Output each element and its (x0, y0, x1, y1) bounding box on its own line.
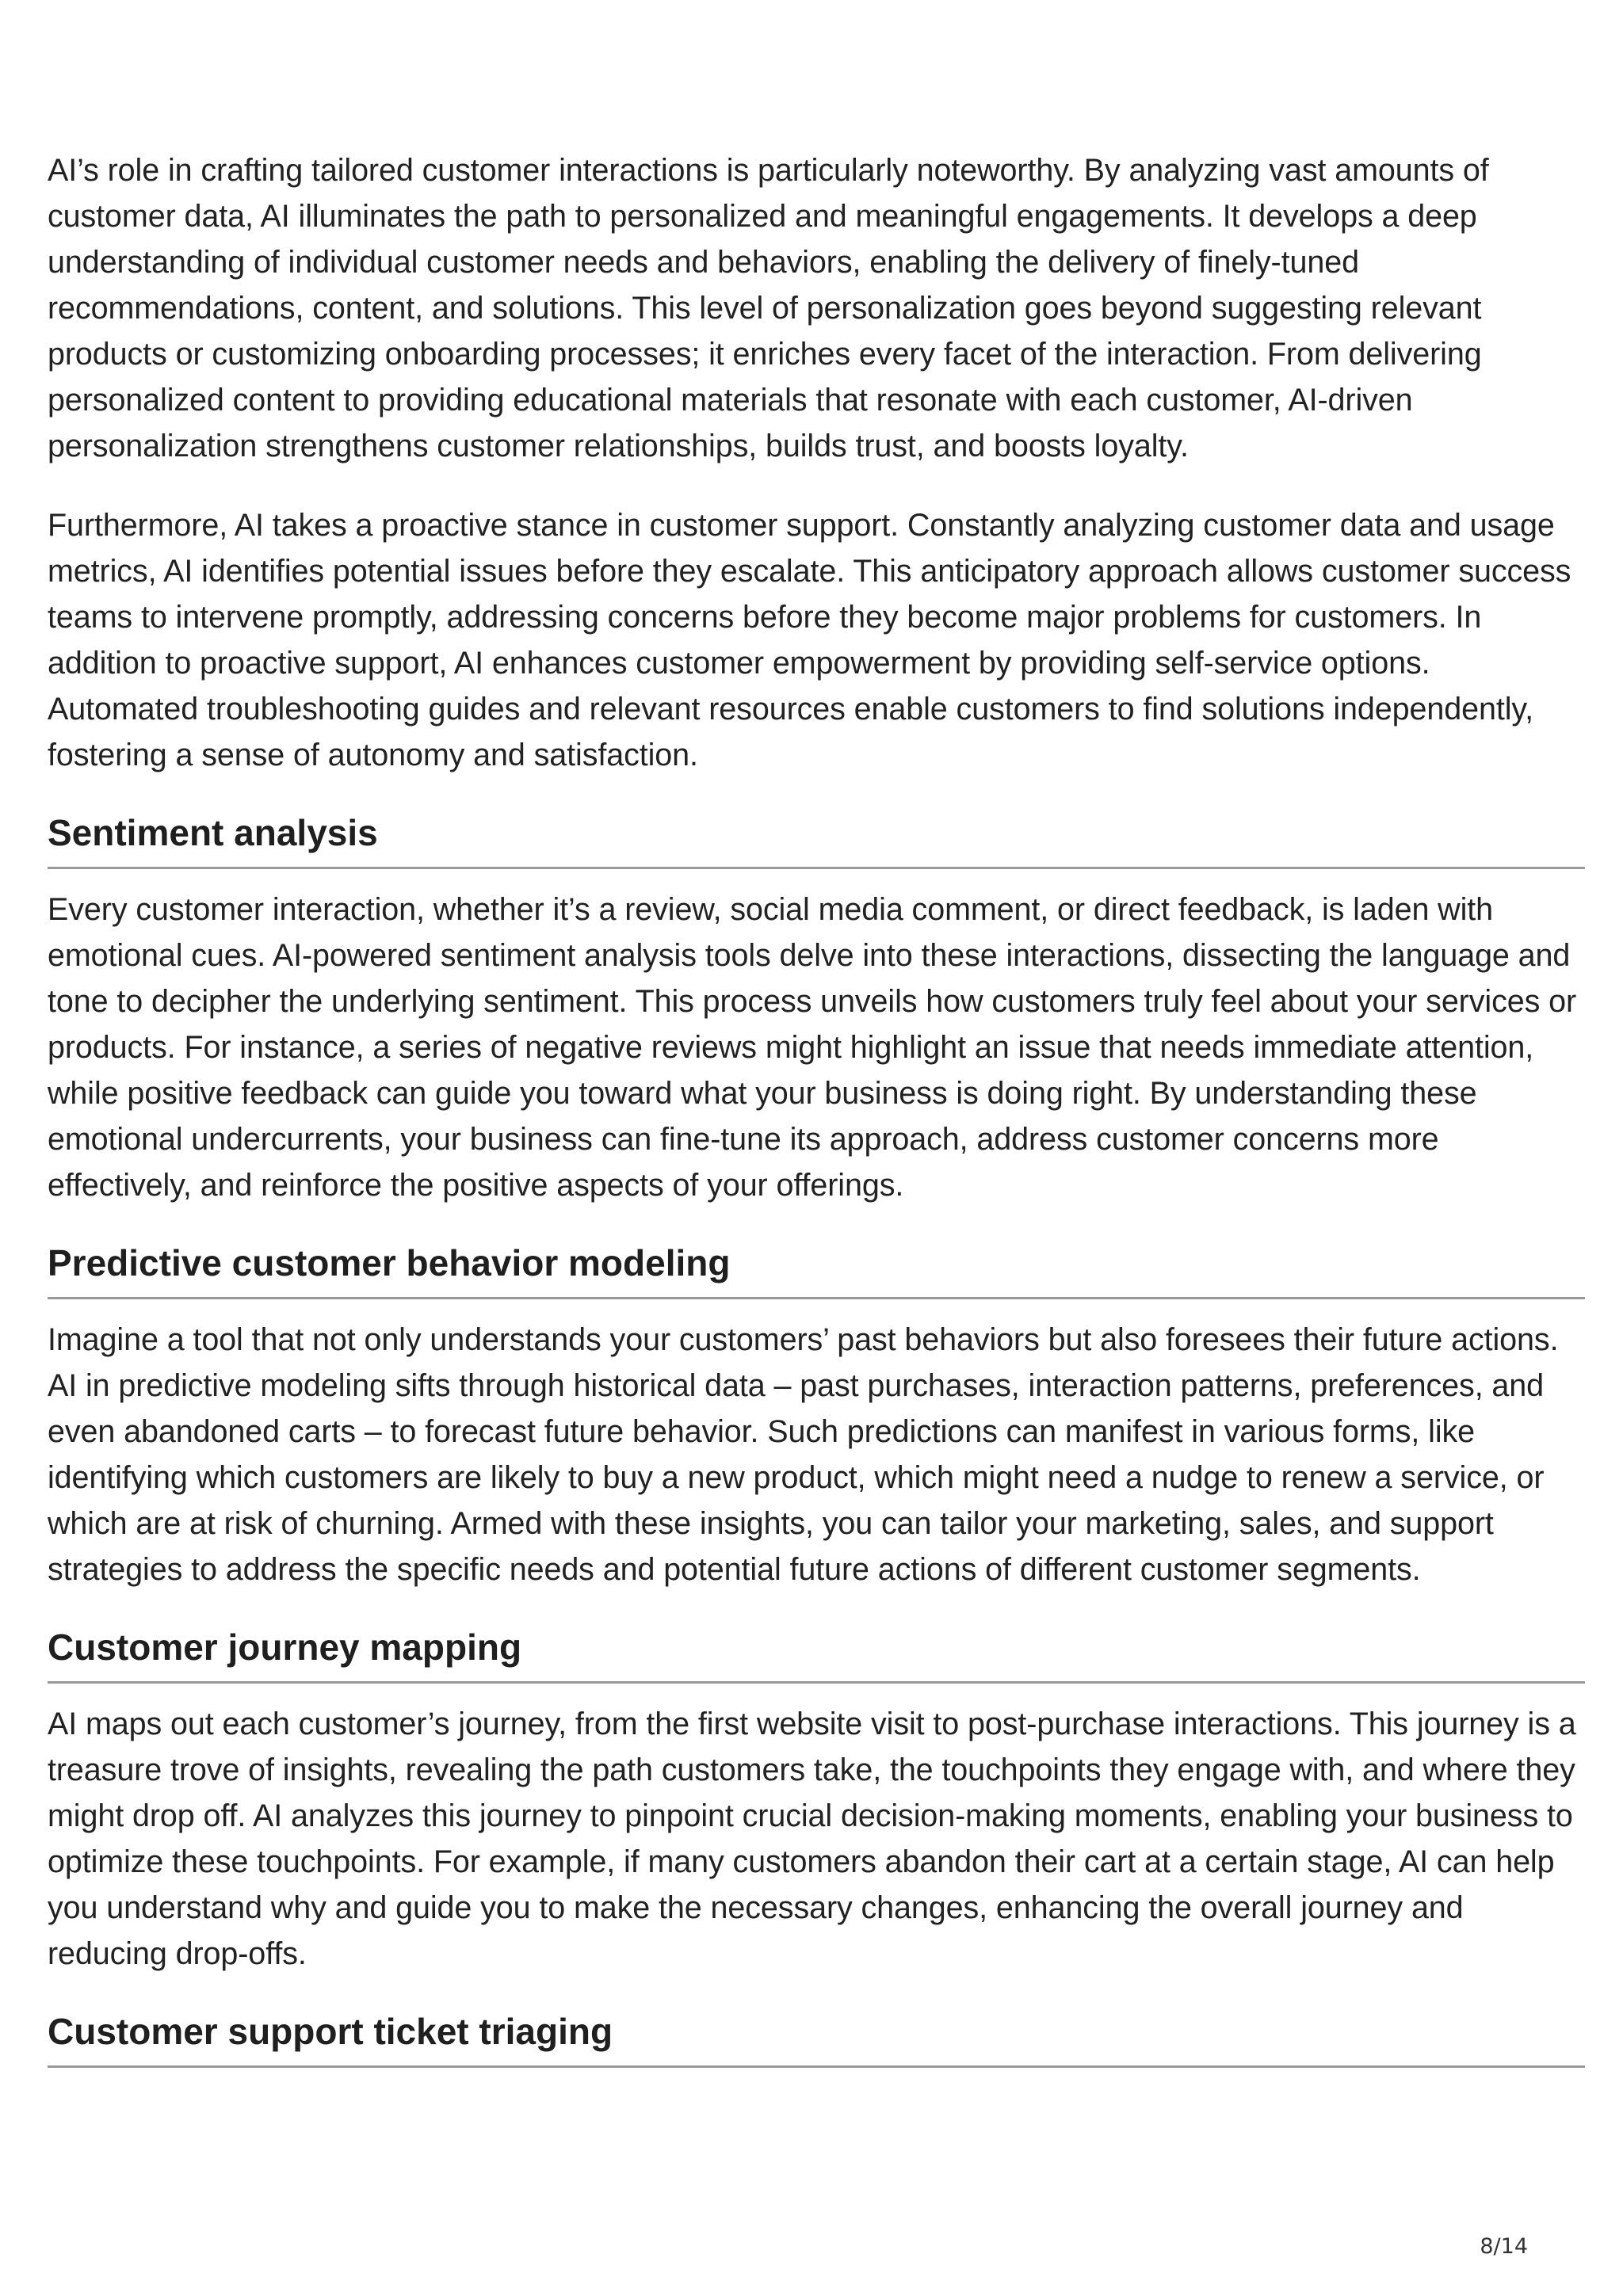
section-body: Every customer interaction, whether it’s a review, social media comment, or direct feedback, is laden with emotional cues. AI-powered sentiment analysis tools delve into these interactions, dissecting the language and tone to decipher the underlying sentiment. This process unveils how customers truly feel about your services or products. For instance, a series of negative reviews might highlight an issue that needs immediate attention, while positive feedback can guide you toward what your business is doing right. By understanding these emotional undercurrents, your business can fine-tune its approach, address customer concerns more effectively, and reinforce the positive aspects of your offerings. (48, 892, 1577, 1203)
intro-paragraph: AI’s role in crafting tailored customer interactions is particularly noteworthy. By analyzing vast amounts of customer data, AI illuminates the path to personalized and meaningful engagements. It develops a deep understanding of individual customer needs and behaviors, enabling the delivery of finely-tuned recommendations, content, and solutions. This level of personalization goes beyond suggesting relevant products or customizing onboarding processes; it enriches every facet of the interaction. From delivering personalized content to providing educational materials that resonate with each customer, AI-driven personalization strengthens customer relationships, builds trust, and boosts loyalty. (48, 153, 1489, 463)
section-divider (48, 2065, 1585, 2068)
section-ticket-triaging (48, 2008, 1585, 2068)
section-heading: Customer support ticket triaging (48, 2011, 613, 2052)
section-divider (48, 1297, 1585, 1299)
intro-paragraph: Furthermore, AI takes a proactive stance in customer support. Constantly analyzing customer data and usage metrics, AI identifies potential issues before they escalate. This anticipatory approach allows customer success teams to intervene promptly, addressing concerns before they become major problems for customers. In addition to proactive support, AI enhances customer empowerment by providing self-service options. Automated troubleshooting guides and relevant resources enable customers to find solutions independently, fostering a sense of autonomy and satisfaction. (48, 508, 1571, 772)
section-divider (48, 1681, 1585, 1684)
page-number: 8/14 (1480, 2234, 1528, 2259)
section-heading: Sentiment analysis (48, 812, 378, 853)
section-heading: Customer journey mapping (48, 1627, 522, 1668)
section-body: AI maps out each customer’s journey, from the first website visit to post-purchase interactions. This journey is a treasure trove of insights, revealing the path customers take, the touchpoints they engage with, and where they might drop off. AI analyzes this journey to pinpoint crucial decision-making moments, enabling your business to optimize these touchpoints. For example, if many customers abandon their cart at a certain stage, AI can help you understand why and guide you to make the necessary changes, enhancing the overall journey and reducing drop-offs. (48, 1707, 1576, 1971)
section-body: Imagine a tool that not only understands your customers’ past behaviors but also foresees their future actions. AI in predictive modeling sifts through historical data – past purchases, interaction patterns, preferences, and even abandoned carts – to forecast future behavior. Such predictions can manifest in various forms, like identifying which customers are likely to buy a new product, which might need a nudge to renew a service, or which are at risk of churning. Armed with these insights, you can tailor your marketing, sales, and support strategies to address the specific needs and potential future actions of different customer segments. (48, 1322, 1559, 1587)
section-divider (48, 867, 1585, 869)
section-predictive-modeling (48, 1240, 1585, 1592)
section-heading: Predictive customer behavior modeling (48, 1242, 731, 1283)
section-journey-mapping (48, 1624, 1585, 1977)
document-page (48, 147, 1585, 2085)
section-sentiment-analysis (48, 810, 1585, 1208)
